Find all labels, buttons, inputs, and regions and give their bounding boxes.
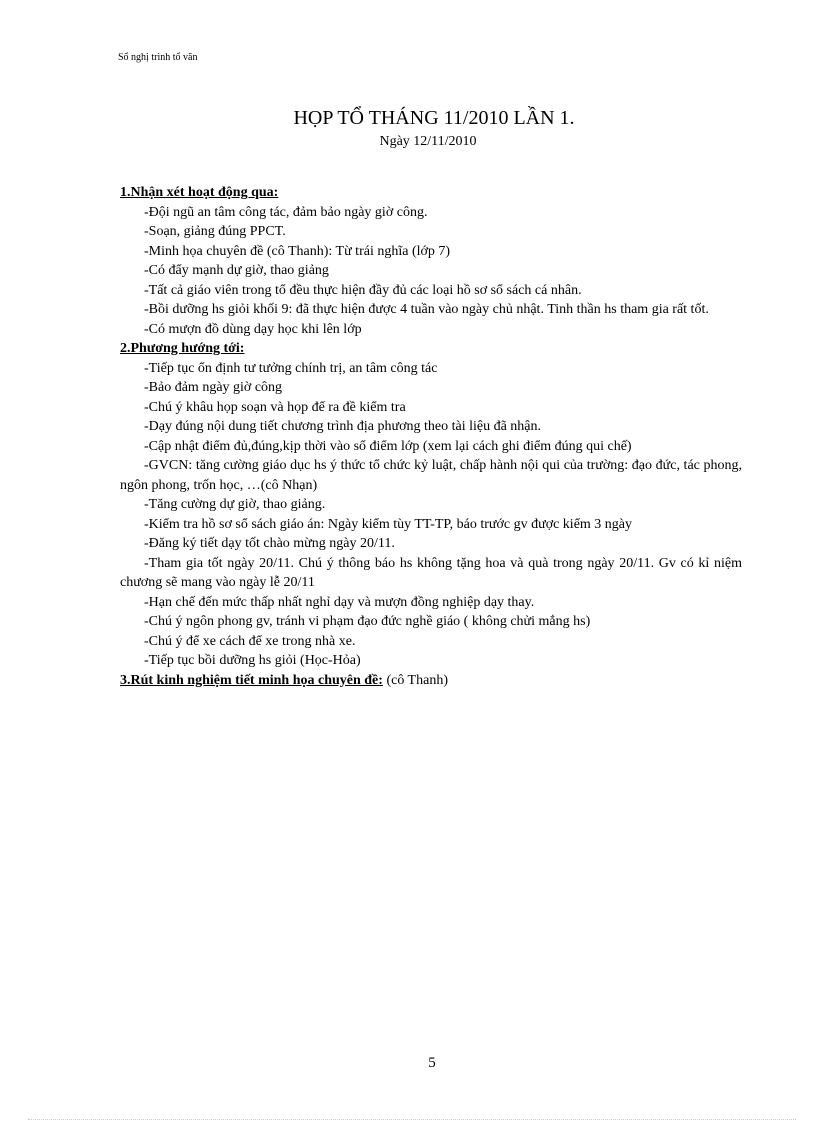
section-heading-row: [120, 339, 742, 359]
list-item: -Đội ngũ an tâm công tác, đảm bảo ngày giờ công.: [144, 204, 428, 220]
list-item: -GVCN: tăng cường giáo dục hs ý thức tổ chức kỷ luật, chấp hành nội qui của trường: đạo đức, tác phong, ngôn phong, trốn học, …(cô Nhạn): [120, 458, 742, 493]
list-item: -Chú ý ngôn phong gv, tránh vi phạm đạo đức nghề giáo ( không chửi mắng hs): [144, 614, 591, 629]
section-heading-note: (cô Thanh): [382, 672, 448, 688]
list-item: -Dạy đúng nội dung tiết chương trình địa phương theo tài liệu đã nhận.: [144, 419, 542, 434]
list-item: -Soạn, giảng đúng PPCT.: [144, 224, 286, 239]
section-heading: 1.Nhận xét hoạt động qua:: [120, 185, 279, 200]
list-item: -Cập nhật điểm đủ,đúng,kịp thời vào sổ điểm lớp (xem lại cách ghi điểm đúng qui chế): [144, 438, 632, 454]
list-item: -Bảo đảm ngày giờ công: [144, 380, 283, 395]
list-item: -Bồi dưỡng hs giỏi khối 9: đã thực hiện được 4 tuần vào ngày chủ nhật. Tinh thần hs tham gia rất tốt.: [144, 302, 709, 317]
list-item: -Tiếp tục ổn định tư tưởng chính trị, an tâm công tác: [144, 360, 438, 376]
section-direction: [120, 339, 742, 671]
section-review: [120, 183, 742, 339]
document-date: Ngày 12/11/2010: [379, 134, 477, 149]
section-heading-row: [120, 183, 742, 203]
list-item: -Hạn chế đến mức thấp nhất nghỉ dạy và mượn đồng nghiệp dạy thay.: [144, 594, 535, 610]
list-item: -Tất cả giáo viên trong tổ đều thực hiện đầy đủ các loại hồ sơ sổ sách cá nhân.: [144, 282, 582, 298]
section-heading-row: [120, 671, 742, 691]
list-item: -Chú ý để xe cách để xe trong nhà xe.: [144, 633, 356, 649]
page-bottom-divider: [28, 1119, 796, 1120]
section-heading: 2.Phương hướng tới:: [120, 341, 245, 356]
header-note: Sổ nghị trình tổ văn: [118, 52, 198, 63]
page-number: 5: [428, 1055, 436, 1071]
list-item: -Minh họa chuyên đề (cô Thanh): Từ trái nghĩa (lớp 7): [144, 243, 451, 259]
document-body: [120, 183, 742, 690]
list-item: -Đăng ký tiết dạy tốt chào mừng ngày 20/11.: [144, 536, 395, 551]
list-item: -Kiểm tra hồ sơ sổ sách giáo án: Ngày kiểm tùy TT-TP, báo trước gv được kiểm 3 ngày: [144, 516, 633, 532]
document-title: HỌP TỔ THÁNG 11/2010 LẦN 1.: [293, 107, 575, 129]
list-item: -Có đẩy mạnh dự giờ, thao giảng: [144, 263, 329, 278]
list-item: -Tiếp tục bồi dưỡng hs giỏi (Học-Hỏa): [144, 653, 361, 668]
list-item: -Chú ý khâu họp soạn và họp để ra đề kiểm tra: [144, 399, 406, 415]
list-item: -Tham gia tốt ngày 20/11. Chú ý thông báo hs không tặng hoa và quà trong ngày 20/11. Gv có kỉ niệm chương sẽ mang vào ngày lễ 20/11: [120, 555, 742, 590]
section-heading: 3.Rút kinh nghiệm tiết minh họa chuyên đề:: [120, 672, 383, 688]
list-item: -Có mượn đồ dùng dạy học khi lên lớp: [144, 321, 362, 337]
section-lessons: [120, 671, 742, 691]
list-item: -Tăng cường dự giờ, thao giảng.: [144, 497, 326, 512]
